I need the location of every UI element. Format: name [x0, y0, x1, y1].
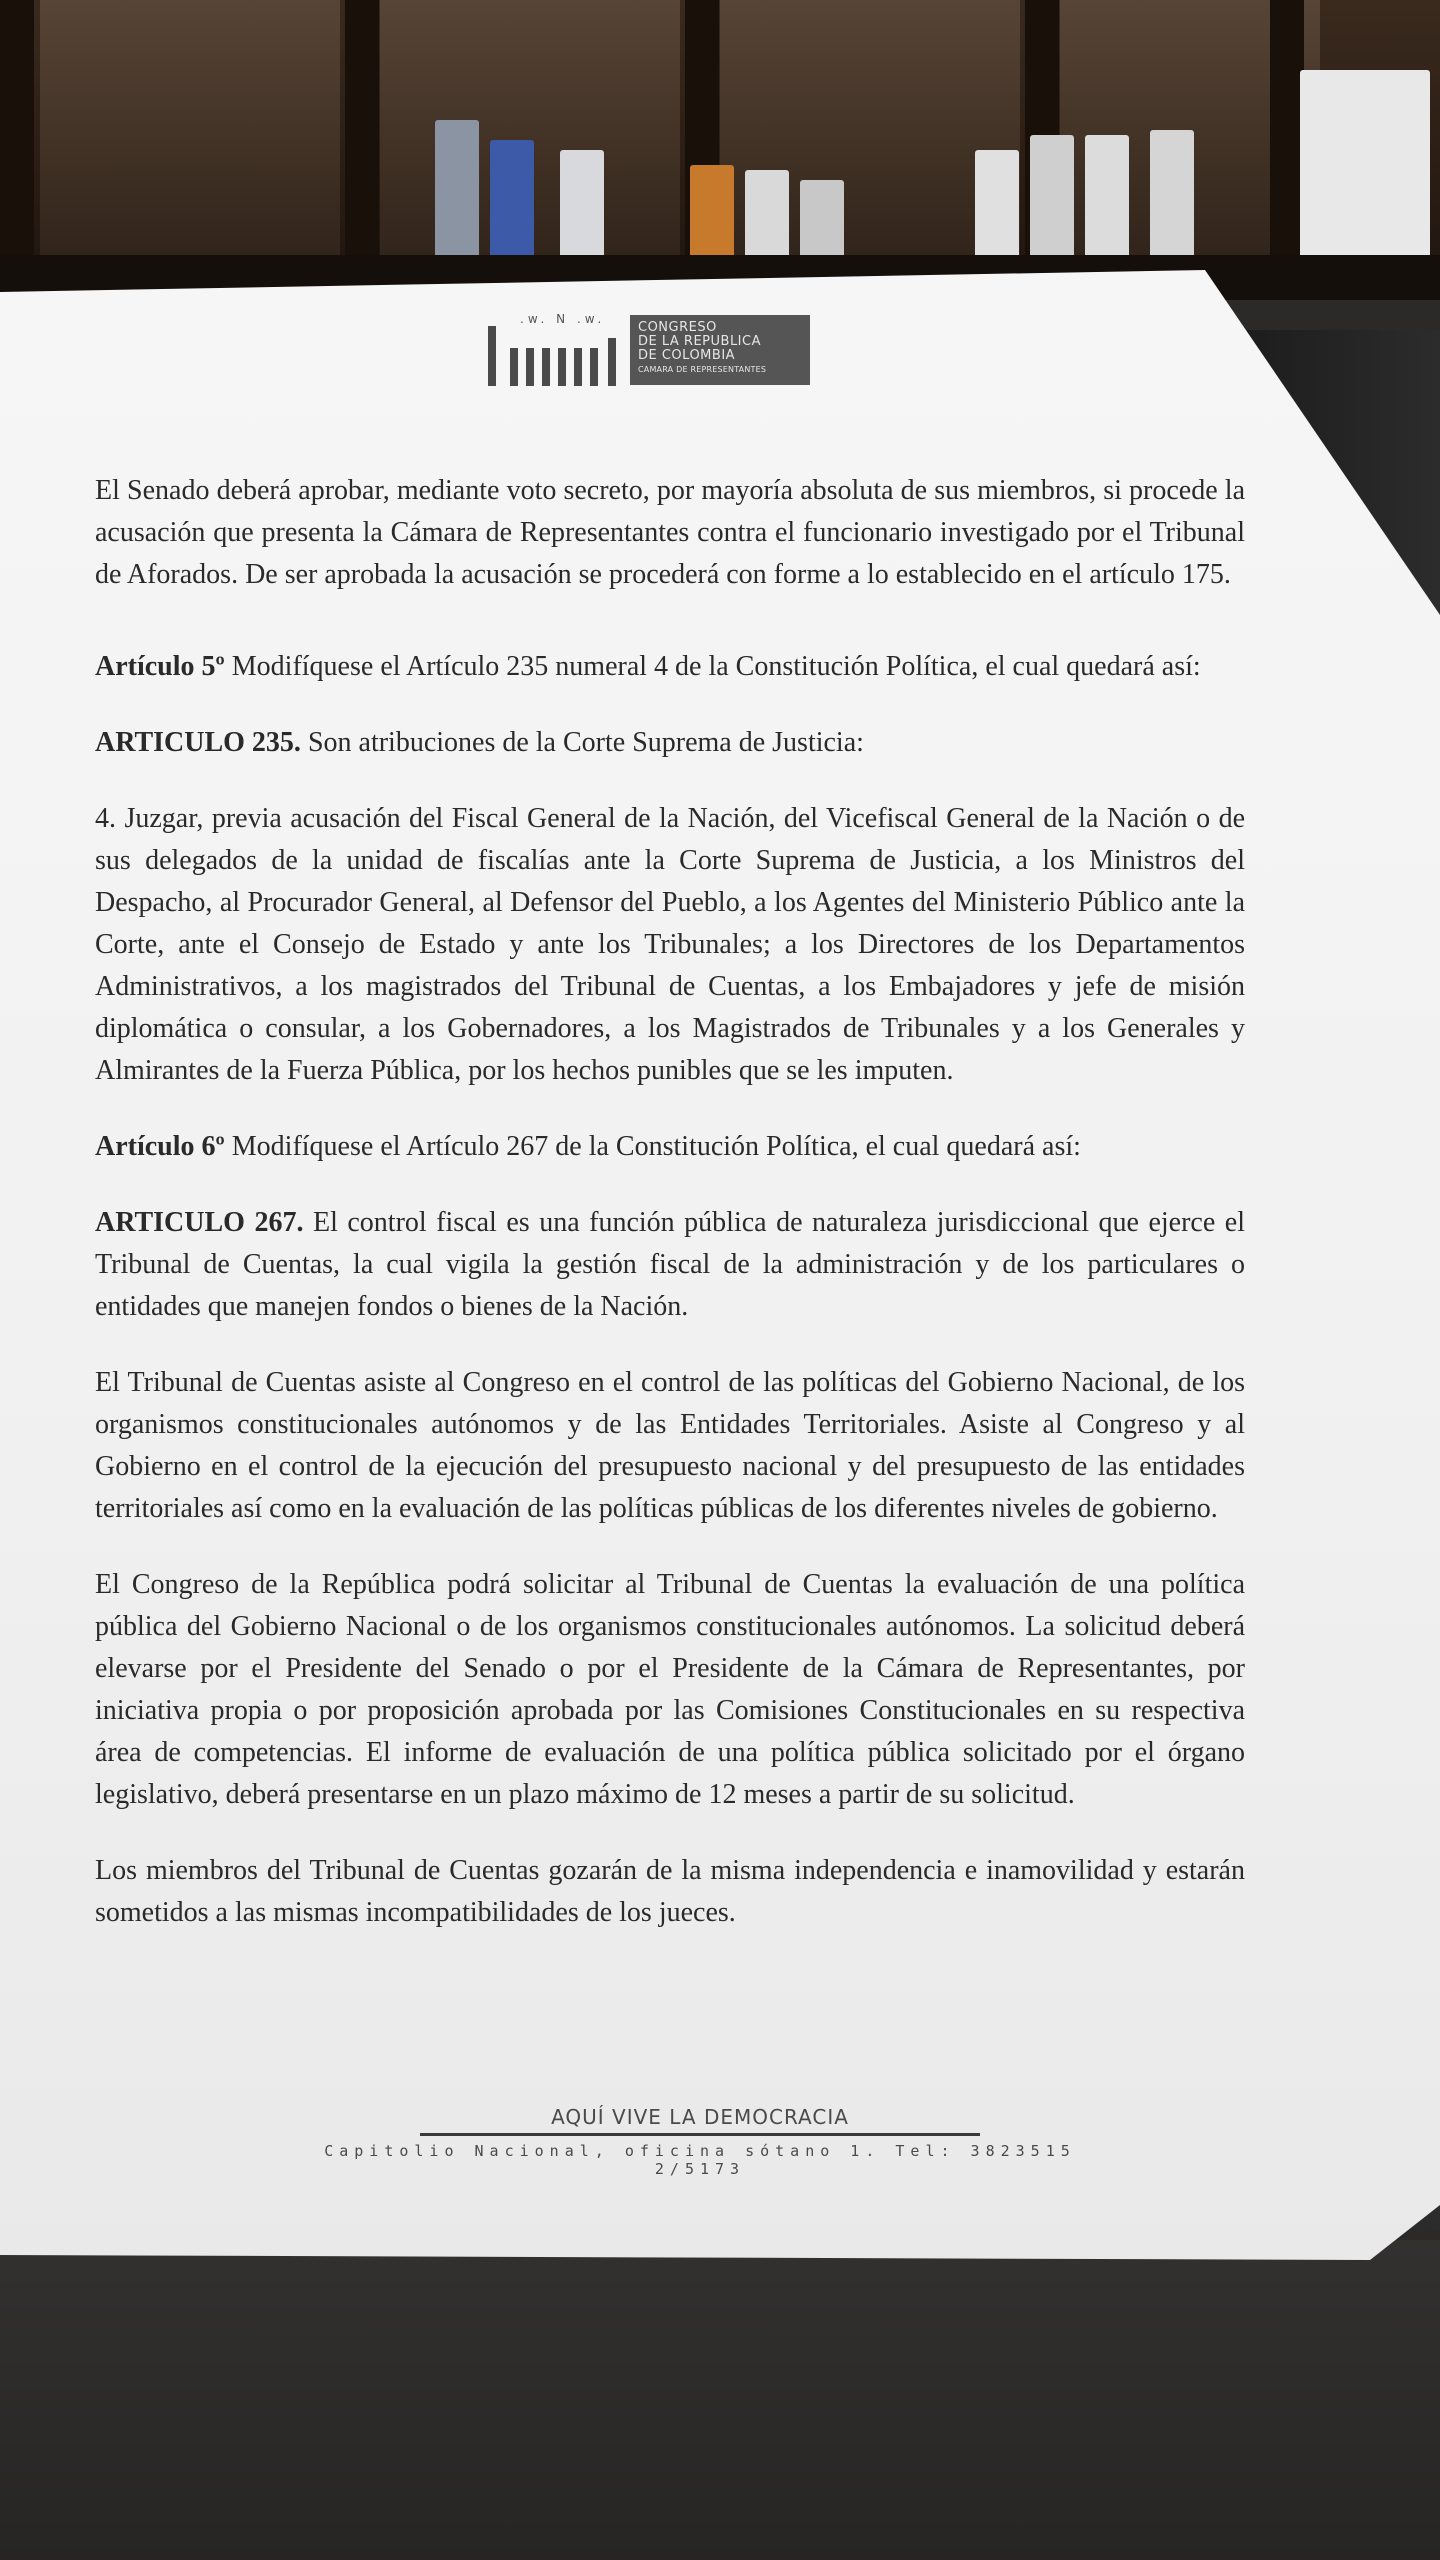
paragraph-congreso: El Congreso de la República podrá solicitar al Tribunal de Cuentas la evaluación de una política pública del Gobierno Nacional o de los organismos constitucionales autónomos. La solicitud deberá elevarse por el Presidente del Senado o por el Presidente de la Cámara de Representantes, por iniciativa propia o por proposición aprobada por las Comisiones Constitucionales en su respectiva área de competencias. El informe de evaluación de una política pública solicitado por el órgano legislativo, deberá presentarse en un plazo máximo de 12 meses a partir de su solicitud. [95, 1569, 1245, 1810]
article-235-label: ARTICULO 235. [95, 727, 301, 758]
capitol-logo-icon: .w. N .w. [480, 300, 630, 400]
page-footer [280, 2105, 1120, 2178]
footer-motto: AQUÍ VIVE LA DEMOCRACIA [551, 2105, 849, 2129]
paragraph-tribunal: El Tribunal de Cuentas asiste al Congreso en el control de las políticas del Gobierno Nacional, de los organismos constitucionales autónomos y de las Entidades Territoriales. Asiste al Congreso y al Gobierno en el control de la ejecución del presupuesto nacional y del presupuesto de las entidades territoriales así como en la evaluación de las políticas públicas de los diferentes niveles de gobierno. [95, 1367, 1245, 1524]
logo-text-box: CONGRESO DE LA REPUBLICA DE COLOMBIA CAMARA DE REPRESENTANTES [630, 315, 810, 385]
article-267-label: ARTICULO 267. [95, 1207, 304, 1238]
article-235-text: Son atribuciones de la Corte Suprema de Justicia: [300, 727, 864, 758]
article-235-heading [95, 722, 1245, 764]
article-5-text: Modifíquese el Artículo 235 numeral 4 de la Constitución Política, el cual quedará así: [224, 651, 1201, 682]
footer-address: Capitolio Nacional, oficina sótano 1. Tel: 3823515 2/5173 [324, 2142, 1076, 2178]
article-5 [95, 646, 1245, 688]
article-5-label: Artículo 5º [95, 651, 225, 682]
paragraph-miembros: Los miembros del Tribunal de Cuentas gozarán de la misma independencia e inamovilidad y estarán sometidos a las mismas incompatibilidades de los jueces. [95, 1855, 1245, 1928]
paragraph-senado: El Senado deberá aprobar, mediante voto secreto, por mayoría absoluta de sus miembros, si procede la acusación que presenta la Cámara de Representantes contra el funcionario investigado por el Tribunal de Aforados. De ser aprobada la acusación se procederá con forme a lo establecido en el artículo 175. [95, 475, 1245, 590]
article-267-text: El control fiscal es una función pública de naturaleza jurisdiccional que ejerce el Tribunal de Cuentas, la cual vigila la gestión fiscal de la administración y de los particulares o entidades que manejen fondos o bienes de la Nación. [95, 1207, 1245, 1322]
paragraph-numeral-4: 4. Juzgar, previa acusación del Fiscal General de la Nación, del Vicefiscal General de la Nación o de sus delegados de la unidad de fiscalías ante la Corte Suprema de Justicia, a los Ministros del Despacho, al Procurador General, al Defensor del Pueblo, a los Agentes del Ministerio Público ante la Corte, ante el Consejo de Estado y ante los Tribunales; a los Directores de los Departamentos Administrativos, a los magistrados del Tribunal de Cuentas, a los Embajadores y jefe de misión diplomática o consular, a los Gobernadores, a los Magistrados de Tribunales y a los Generales y Almirantes de la Fuerza Pública, por los hechos punibles que se les imputen. [95, 803, 1245, 1086]
article-267 [95, 1202, 1245, 1328]
article-6-text: Modifíquese el Artículo 267 de la Constitución Política, el cual quedará así: [224, 1131, 1081, 1162]
footer-divider [420, 2133, 980, 2136]
article-6-label: Artículo 6º [95, 1131, 225, 1162]
article-6 [95, 1126, 1245, 1168]
document-body [95, 470, 1245, 1960]
table-surface [0, 2240, 1440, 2560]
congreso-logo [480, 300, 810, 400]
bookshelf-background [0, 0, 1440, 300]
